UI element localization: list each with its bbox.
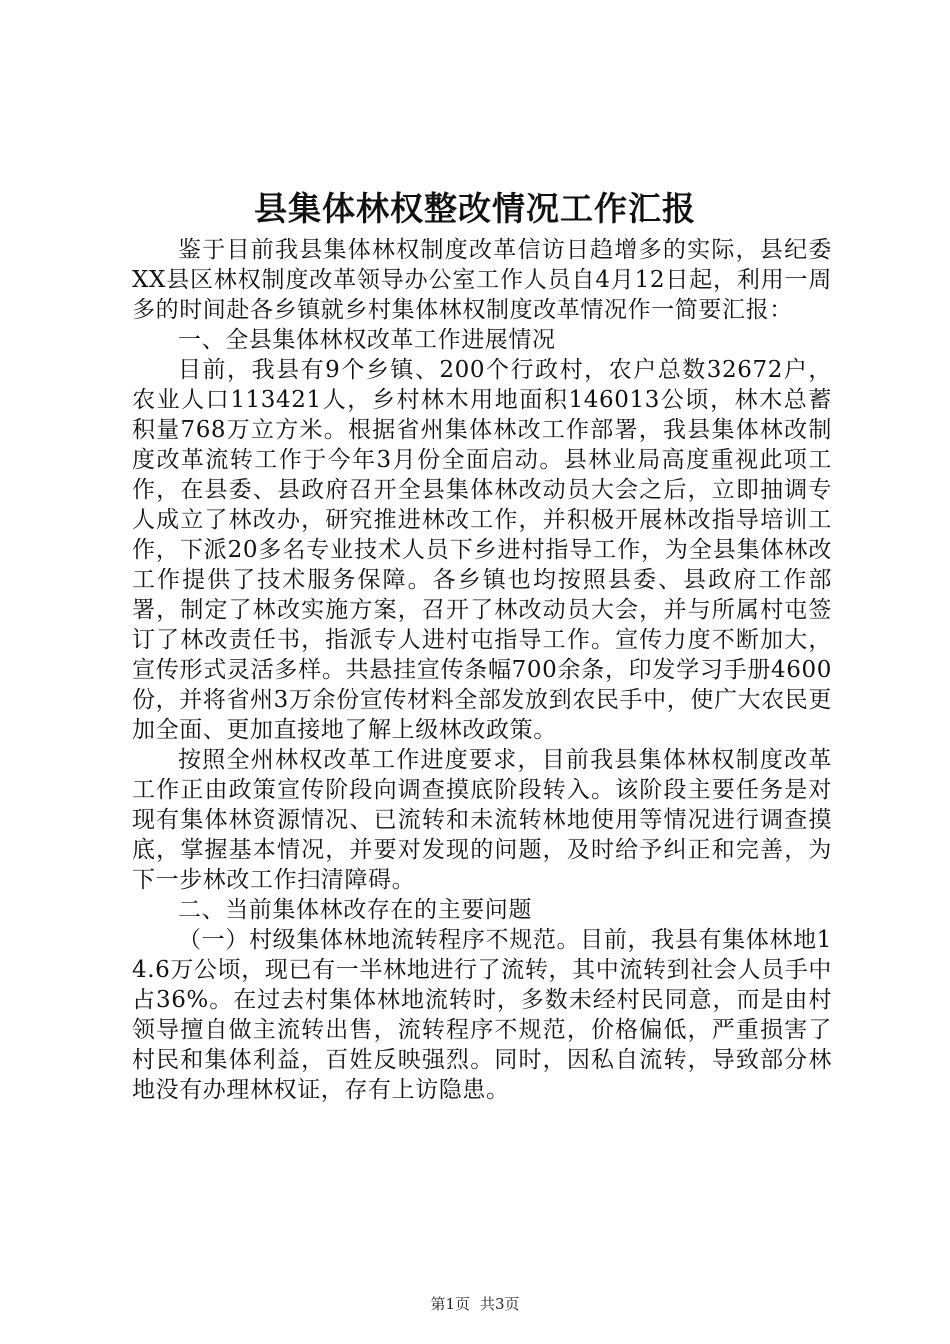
paragraph-problem-1: （一）村级集体林地流转程序不规范。目前，我县有集体林地14.6万公顷，现已有一半林地进行了流转，其中流转到社会人员手中占36%。在过去村集体林地流转时，多数未经村民同意，而是由村领导擅自做主流转出售，流转程序不规范，价格偏低，严重损害了村民和集体利益，百姓反映强烈。同时，因私自流转，导致部分林地没有办理林权证，存有上访隐患。 xyxy=(132,927,832,1103)
section-heading-2: 二、当前集体林改存在的主要问题 xyxy=(178,897,532,923)
page-number: 第1页 xyxy=(430,1295,470,1313)
document-title: 县集体林权整改情况工作汇报 xyxy=(254,189,696,228)
section-heading-1: 一、全县集体林权改革工作进展情况 xyxy=(178,327,556,353)
paragraph-intro: 鉴于目前我县集体林权制度改革信访日趋增多的实际，县纪委XX县区林权制度改革领导办公室工作人员自4月12日起，利用一周多的时间赴各乡镇就乡村集体林权制度改革情况作一简要汇报： xyxy=(132,237,832,323)
paragraph-stage: 按照全州林权改革工作进度要求，目前我县集体林权制度改革工作正由政策宣传阶段向调查摸底阶段转入。该阶段主要任务是对现有集体林资源情况、已流转和未流转林地使用等情况进行调查摸底，掌握基本情况，并要对发现的问题，及时给予纠正和完善，为下一步林改工作扫清障碍。 xyxy=(132,747,832,893)
page-footer xyxy=(0,1294,950,1314)
document-body xyxy=(132,235,832,1105)
paragraph-progress: 目前，我县有9个乡镇、200个行政村，农户总数32672户，农业人口113421人，乡村林木用地面积146013公顷，林木总蓄积量768万立方米。根据省州集体林改工作部署，我县集体林改制度改革流转工作于今年3月份全面启动。县林业局高度重视此项工作，在县委、县政府召开全县集体林改动员大会之后，立即抽调专人成立了林改办，研究推进林改工作，并积极开展林改指导培训工作，下派20多名专业技术人员下乡进村指导工作，为全县集体林改工作提供了技术服务保障。各乡镇也均按照县委、县政府工作部署，制定了林改实施方案，召开了林改动员大会，并与所属村屯签订了林改责任书，指派专人进村屯指导工作。宣传力度不断加大，宣传形式灵活多样。共悬挂宣传条幅700余条，印发学习手册4600份，并将省州3万余份宣传材料全部发放到农民手中，使广大农民更加全面、更加直接地了解上级林改政策。 xyxy=(132,357,832,743)
page-total: 共3页 xyxy=(480,1295,520,1313)
